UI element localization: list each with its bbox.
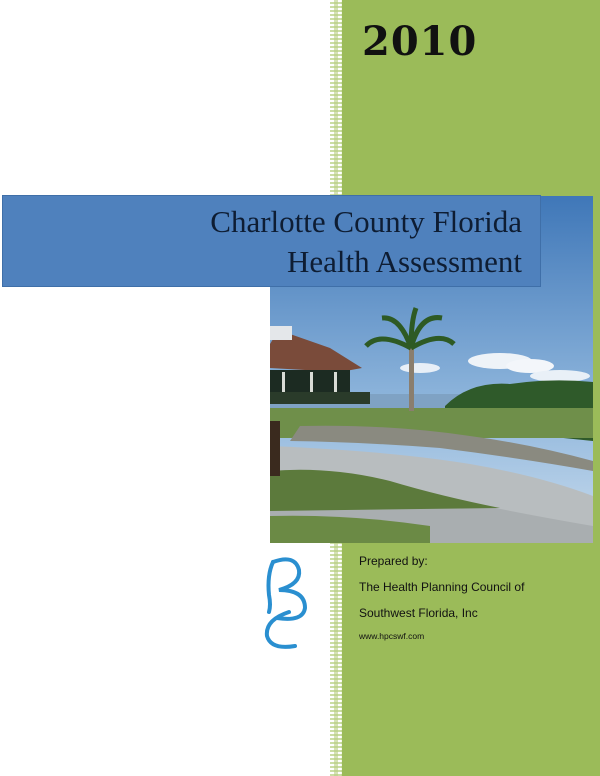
title-banner [3,196,540,286]
org-line-2: Southwest Florida, Inc [359,606,478,620]
hpc-monogram-logo [255,550,325,655]
cover-title [210,202,522,282]
prepared-label: Prepared by: [359,554,428,568]
org-line-1: The Health Planning Council of [359,580,525,594]
title-line-2: Health Assessment [286,244,522,279]
cover-year: 2010 [362,18,478,65]
website-link[interactable]: www.hpcswf.com [359,631,425,641]
title-line-1: Charlotte County Florida [210,204,522,239]
prepared-by-block [359,548,524,646]
